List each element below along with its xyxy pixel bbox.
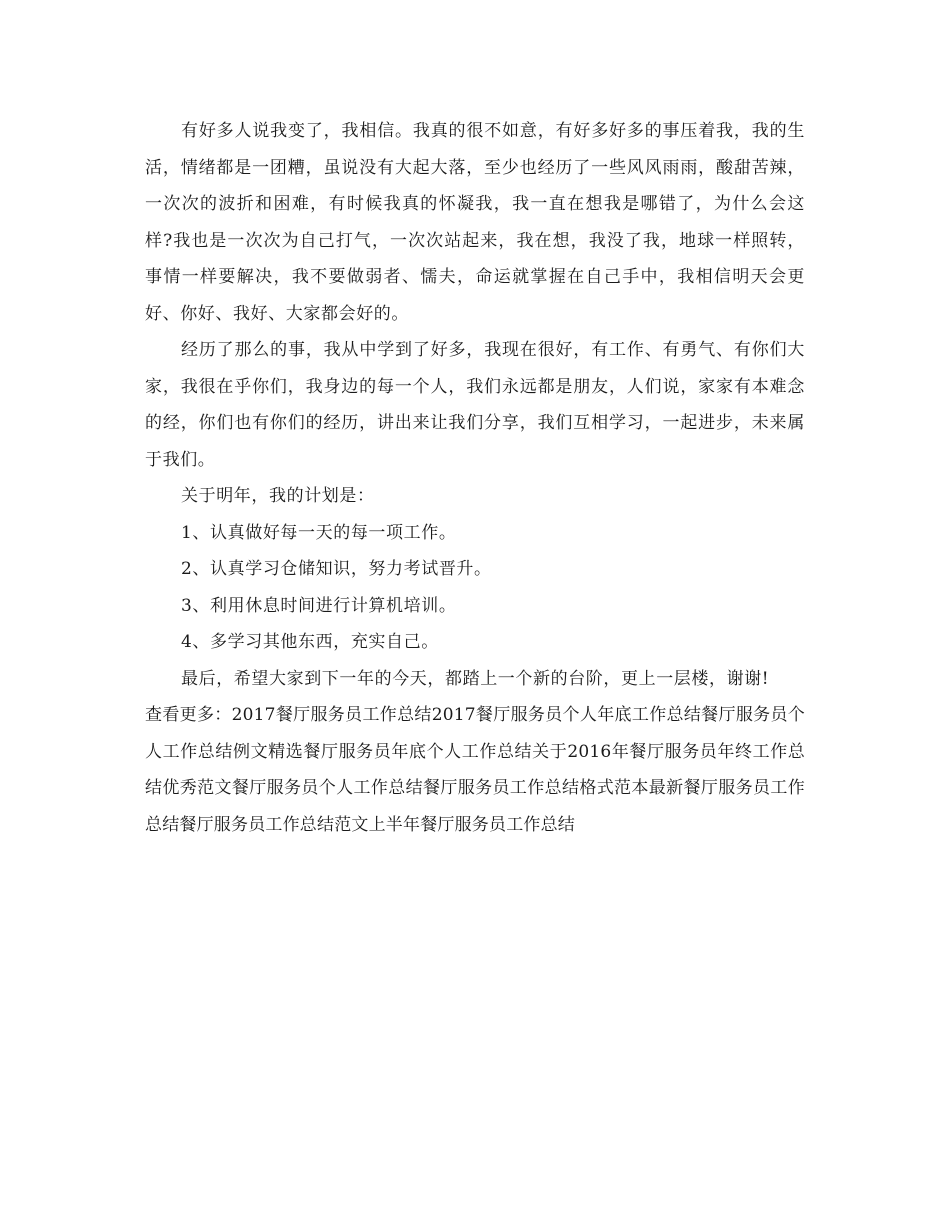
see-more-links[interactable]: 查看更多：2017餐厅服务员工作总结2017餐厅服务员个人年底工作总结餐厅服务员个人工作总结例文精选餐厅服务员年底个人工作总结关于2016年餐厅服务员年终工作总结优秀范文餐厅服务员个人工作总结餐厅服务员工作总结格式范本最新餐厅服务员工作总结餐厅服务员工作总结范文上半年餐厅服务员工作总结	[145, 705, 805, 835]
closing-paragraph: 最后，希望大家到下一年的今天，都踏上一个新的台阶，更上一层楼，谢谢!	[181, 668, 770, 689]
plan-item-2: 2、认真学习仓储知识，努力考试晋升。	[181, 559, 492, 579]
paragraph-2: 经历了那么的事，我从中学到了好多，我现在很好，有工作、有勇气、有你们大家，我很在乎你们，我身边的每一个人，我们永远都是朋友，人们说，家家有本难念的经，你们也有你们的经历，讲出来让我们分享，我们互相学习，一起进步，未来属于我们。	[145, 340, 805, 470]
document-page	[145, 113, 805, 843]
paragraph-1: 有好多人说我变了，我相信。我真的很不如意，有好多好多的事压着我，我的生活，情绪都是一团糟，虽说没有大起大落，至少也经历了一些风风雨雨，酸甜苦辣，一次次的波折和困难，有时候我真的怀凝我，我一直在想我是哪错了，为什么会这样?我也是一次次为自己打气，一次次站起来，我在想，我没了我，地球一样照转，事情一样要解决，我不要做弱者、懦夫，命运就掌握在自己手中，我相信明天会更好、你好、我好、大家都会好的。	[145, 121, 805, 324]
plan-item-1: 1、认真做好每一天的每一项工作。	[181, 522, 457, 543]
plan-intro: 关于明年，我的计划是：	[181, 486, 375, 506]
plan-item-3: 3、利用休息时间进行计算机培训。	[181, 595, 457, 616]
plan-item-4: 4、多学习其他东西，充实自己。	[181, 632, 439, 652]
